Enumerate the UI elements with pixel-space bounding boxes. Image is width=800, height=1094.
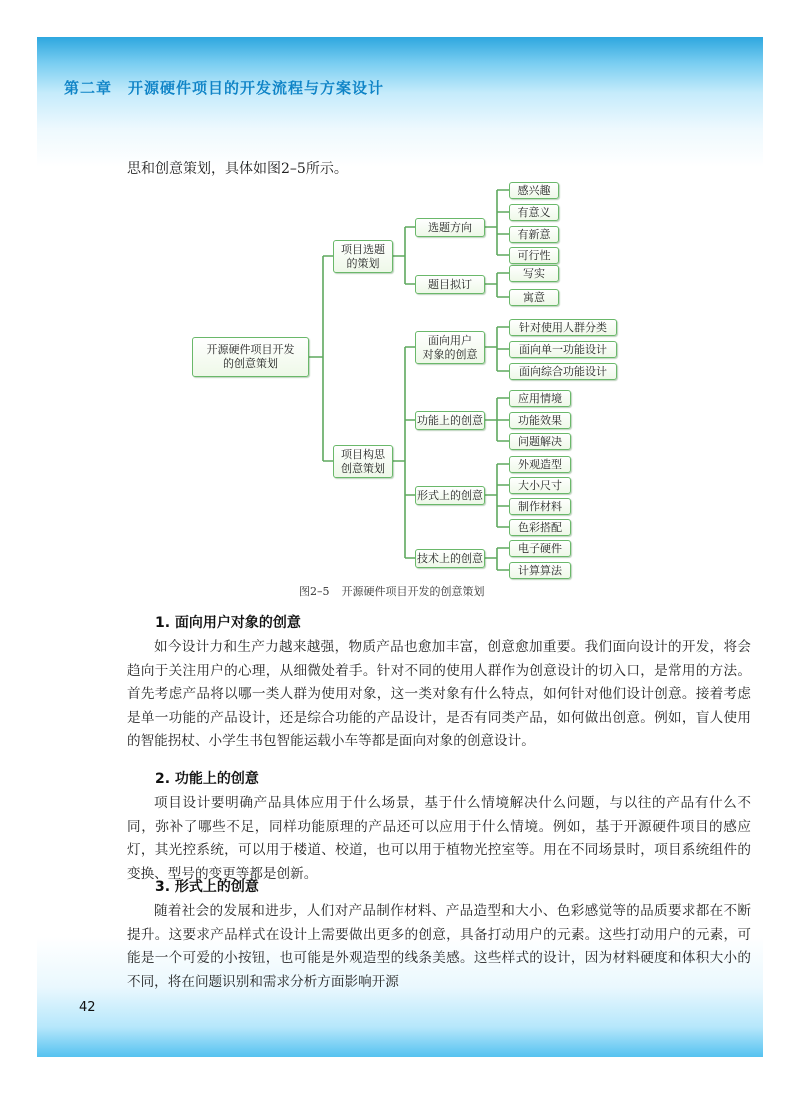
- textbook-page: [37, 37, 763, 1057]
- leaf-size: 大小尺寸: [509, 477, 571, 494]
- leaf-electronic-hardware: 电子硬件: [509, 540, 571, 557]
- node-function-creativity: 功能上的创意: [415, 411, 485, 430]
- leaf-novel: 有新意: [509, 226, 559, 243]
- section-body-3: 随着社会的发展和进步，人们对产品制作材料、产品造型和大小、色彩感觉等的品质要求都在不断提升。这要求产品样式在设计上需要做出更多的创意，具备打动用户的元素。这些打动用户的元素，可能是一个可爱的小按钮，也可能是外观造型的线条美感。这些样式的设计，因为材料硬度和体积大小的不同，将在问题识别和需求分析方面影响开源: [127, 903, 751, 990]
- node-topic-drafting: 题目拟订: [415, 275, 485, 294]
- mindmap-connectors: [37, 37, 763, 597]
- section-heading-2: 2. 功能上的创意: [155, 771, 259, 787]
- figure-caption: [299, 583, 497, 599]
- leaf-problem-solving: 问题解决: [509, 433, 571, 450]
- leaf-appearance: 外观造型: [509, 456, 571, 473]
- leaf-user-groups: 针对使用人群分类: [509, 319, 617, 336]
- figure-number: 图2–5: [299, 585, 330, 598]
- node-tech-creativity: 技术上的创意: [415, 549, 485, 568]
- chapter-header: 第二章 开源硬件项目的开发流程与方案设计: [64, 79, 385, 97]
- intro-line: 思和创意策划，具体如图2–5所示。: [127, 161, 348, 177]
- node-form-creativity: 形式上的创意: [415, 486, 485, 505]
- node-topic-planning: 项目选题 的策划: [333, 240, 393, 273]
- leaf-interesting: 感兴趣: [509, 182, 559, 199]
- leaf-algorithm: 计算算法: [509, 562, 571, 579]
- figure-title: 开源硬件项目开发的创意策划: [341, 585, 485, 598]
- leaf-material: 制作材料: [509, 498, 571, 515]
- node-user-object: 面向用户 对象的创意: [415, 331, 485, 364]
- leaf-application-scenario: 应用情境: [509, 390, 571, 407]
- node-root: 开源硬件项目开发 的创意策划: [192, 337, 309, 377]
- leaf-allegorical: 寓意: [509, 289, 559, 306]
- page-number: 42: [79, 1000, 96, 1015]
- section-heading-3: 3. 形式上的创意: [155, 879, 259, 895]
- leaf-function-effect: 功能效果: [509, 412, 571, 429]
- section-body-1: 如今设计力和生产力越来越强，物质产品也愈加丰富，创意愈加重要。我们面向设计的开发，将会趋向于关注用户的心理，从细微处着手。针对不同的使用人群作为创意设计的切入口，是常用的方法。首先考虑产品将以哪一类人群为使用对象，这一类对象有什么特点，如何针对他们设计创意。接着考虑是单一功能的产品设计，还是综合功能的产品设计，是否有同类产品，如何做出创意。例如，盲人使用的智能拐杖、小学生书包智能运载小车等都是面向对象的创意设计。: [127, 639, 751, 749]
- leaf-meaningful: 有意义: [509, 204, 559, 221]
- section-heading-1: 1. 面向用户对象的创意: [155, 615, 301, 631]
- leaf-feasible: 可行性: [509, 247, 559, 264]
- leaf-single-function: 面向单一功能设计: [509, 341, 617, 358]
- section-body-2: 项目设计要明确产品具体应用于什么场景，基于什么情境解决什么问题，与以往的产品有什么不同，弥补了哪些不足，同样功能原理的产品还可以应用于什么情境。例如，基于开源硬件项目的感应灯，其光控系统，可以用于楼道、校道，也可以用于植物光控室等。用在不同场景时，项目系统组件的变换、型号的变更等都是创新。: [127, 795, 751, 882]
- leaf-color: 色彩搭配: [509, 519, 571, 536]
- leaf-realistic: 写实: [509, 265, 559, 282]
- leaf-integrated-function: 面向综合功能设计: [509, 363, 617, 380]
- node-concept-planning: 项目构思 创意策划: [333, 445, 393, 478]
- node-topic-direction: 选题方向: [415, 218, 485, 237]
